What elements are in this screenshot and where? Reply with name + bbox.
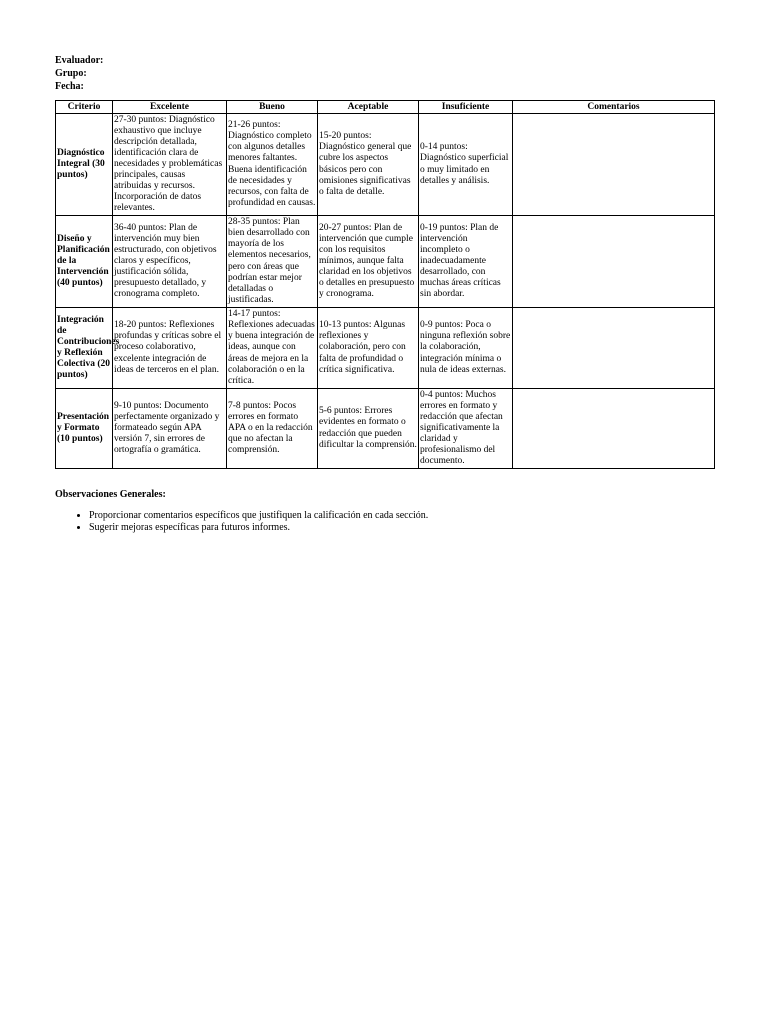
cell-comentarios xyxy=(513,308,715,389)
list-item: • Sugerir mejoras específicas para futuros informes. xyxy=(89,522,715,534)
cell-excelente: 27-30 puntos: Diagnóstico exhaustivo que incluye descripción detallada, identificación clara de necesidades y problemáticas principales, causas atribuidas y recursos. Incorporación de datos relevantes. xyxy=(113,114,227,216)
cell-insuficiente: 0-4 puntos: Muchos errores en formato y redacción que afectan significativamente la claridad y profesionalismo del documento. xyxy=(419,389,513,469)
cell-criterio: Diseño y Planificación de la Intervención (40 puntos) xyxy=(56,216,113,308)
cell-insuficiente: 0-9 puntos: Poca o ninguna reflexión sobre la colaboración, integración mínima o nula de ideas externas. xyxy=(419,308,513,389)
cell-comentarios xyxy=(513,216,715,308)
header-bueno: Bueno xyxy=(227,101,318,114)
cell-bueno: 28-35 puntos: Plan bien desarrollado con mayoría de los elementos necesarios, pero con áreas que podrían estar mejor detalladas o justificadas. xyxy=(227,216,318,308)
header-aceptable: Aceptable xyxy=(318,101,419,114)
cell-bueno: 21-26 puntos: Diagnóstico completo con algunos detalles menores faltantes. Buena identificación de necesidades y recursos, con falta de profundidad en causas. xyxy=(227,114,318,216)
grupo-label: Grupo: xyxy=(55,68,87,79)
cell-excelente: 9-10 puntos: Documento perfectamente organizado y formateado según APA versión 7, sin errores de ortografía o gramática. xyxy=(113,389,227,469)
cell-bueno: 14-17 puntos: Reflexiones adecuadas y buena integración de ideas, aunque con áreas de mejora en la colaboración o en la crítica. xyxy=(227,308,318,389)
table-row xyxy=(56,308,715,389)
cell-comentarios xyxy=(513,389,715,469)
observaciones-title: Observaciones Generales: xyxy=(55,489,166,500)
evaluador-label: Evaluador: xyxy=(55,55,104,66)
cell-insuficiente: 0-19 puntos: Plan de intervención incompleto o inadecuadamente desarrollado, con muchas áreas críticas sin abordar. xyxy=(419,216,513,308)
observaciones-list xyxy=(55,510,715,534)
cell-comentarios xyxy=(513,114,715,216)
cell-aceptable: 15-20 puntos: Diagnóstico general que cubre los aspectos básicos pero con omisiones significativas o falta de detalle. xyxy=(318,114,419,216)
cell-excelente: 36-40 puntos: Plan de intervención muy bien estructurado, con objetivos claros y específicos, justificación sólida, presupuesto detallado, y cronograma completo. xyxy=(113,216,227,308)
header-comentarios: Comentarios xyxy=(513,101,715,114)
header-insuficiente: Insuficiente xyxy=(419,101,513,114)
fecha-label: Fecha: xyxy=(55,81,84,92)
table-row xyxy=(56,389,715,469)
cell-criterio: Presentación y Formato (10 puntos) xyxy=(56,389,113,469)
cell-criterio: Diagnóstico Integral (30 puntos) xyxy=(56,114,113,216)
list-item: • Proporcionar comentarios específicos que justifiquen la calificación en cada sección. xyxy=(89,510,715,522)
table-header-row xyxy=(56,101,715,114)
rubric-table xyxy=(55,100,715,469)
header-excelente: Excelente xyxy=(113,101,227,114)
cell-criterio: Integración de Contribuciones y Reflexión Colectiva (20 puntos) xyxy=(56,308,113,389)
cell-insuficiente: 0-14 puntos: Diagnóstico superficial o muy limitado en detalles y análisis. xyxy=(419,114,513,216)
document-page xyxy=(55,54,715,534)
cell-aceptable: 5-6 puntos: Errores evidentes en formato o redacción que pueden dificultar la comprensión. xyxy=(318,389,419,469)
cell-aceptable: 20-27 puntos: Plan de intervención que cumple con los requisitos mínimos, aunque falta claridad en los objetivos o detalles en presupuesto y cronograma. xyxy=(318,216,419,308)
cell-bueno: 7-8 puntos: Pocos errores en formato APA o en la redacción que no afectan la comprensión. xyxy=(227,389,318,469)
cell-aceptable: 10-13 puntos: Algunas reflexiones y colaboración, pero con falta de profundidad o crítica significativa. xyxy=(318,308,419,389)
header-criterio: Criterio xyxy=(56,101,113,114)
cell-excelente: 18-20 puntos: Reflexiones profundas y críticas sobre el proceso colaborativo, excelente integración de ideas de terceros en el plan. xyxy=(113,308,227,389)
table-row xyxy=(56,216,715,308)
table-row xyxy=(56,114,715,216)
